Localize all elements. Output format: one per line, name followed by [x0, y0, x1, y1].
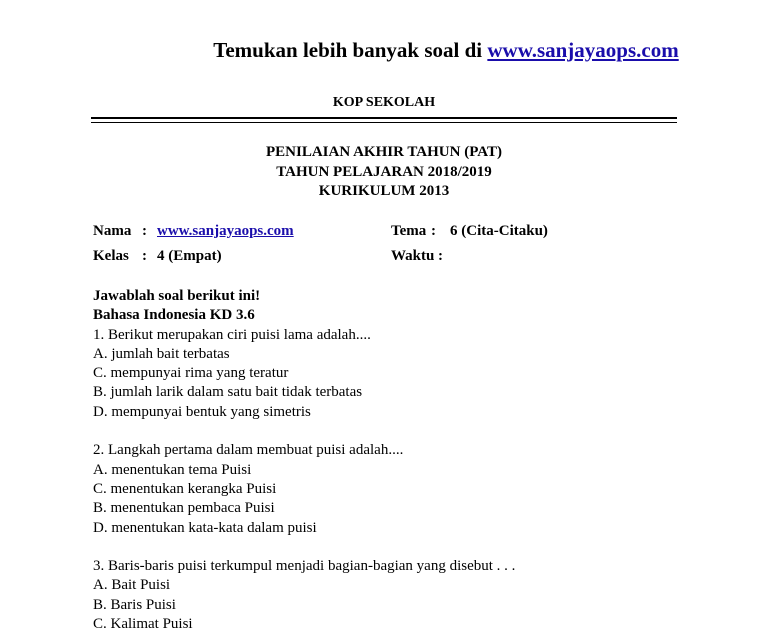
answer-option: B. jumlah larik dalam satu bait tidak terbatas	[93, 384, 363, 401]
answer-option: C. Kalimat Puisi	[93, 616, 193, 633]
spacer	[93, 538, 693, 557]
waktu-colon: :	[438, 248, 443, 264]
spacer	[93, 422, 693, 441]
nama-colon: :	[142, 223, 147, 239]
exam-titles	[91, 143, 677, 202]
promo-link[interactable]: www.sanjayaops.com	[487, 38, 679, 62]
exam-content	[93, 287, 693, 634]
question-1	[93, 326, 693, 422]
student-info	[93, 219, 683, 269]
header-divider-thin	[91, 122, 677, 123]
nama-label: Nama	[93, 223, 132, 239]
subject-heading: Bahasa Indonesia KD 3.6	[93, 307, 255, 324]
promo-banner	[0, 38, 768, 63]
question-3	[93, 557, 693, 634]
waktu-label: Waktu	[391, 248, 435, 264]
kelas-label: Kelas	[93, 248, 129, 264]
instruction-text: Jawablah soal berikut ini!	[93, 288, 261, 304]
kelas-colon: :	[142, 248, 147, 264]
exam-title: PENILAIAN AKHIR TAHUN (PAT)	[266, 144, 502, 160]
tema-label: Tema	[391, 223, 427, 239]
academic-year: TAHUN PELAJARAN 2018/2019	[276, 163, 492, 180]
school-letterhead: KOP SEKOLAH	[332, 95, 436, 110]
curriculum: KURIKULUM 2013	[318, 183, 450, 199]
kelas-value: 4 (Empat)	[157, 248, 222, 264]
answer-option: B. menentukan pembaca Puisi	[93, 500, 275, 517]
answer-option: A. Bait Puisi	[93, 577, 171, 594]
question-text: 2. Langkah pertama dalam membuat puisi adalah....	[93, 442, 404, 459]
answer-option: D. mempunyai bentuk yang simetris	[93, 403, 311, 420]
answer-option: A. jumlah bait terbatas	[93, 345, 230, 362]
question-2	[93, 441, 693, 537]
answer-option: A. menentukan tema Puisi	[93, 461, 252, 478]
promo-text: Temukan lebih banyak soal di	[213, 38, 488, 62]
tema-value: 6 (Cita-Citaku)	[450, 223, 548, 239]
question-text: 3. Baris-baris puisi terkumpul menjadi bagian-bagian yang disebut . . .	[93, 558, 516, 575]
header-divider-thick	[91, 117, 677, 119]
info-row-nama-tema	[93, 219, 683, 244]
nama-value-link[interactable]: www.sanjayaops.com	[157, 223, 294, 239]
answer-option: C. mempunyai rima yang teratur	[93, 365, 289, 382]
info-row-kelas-waktu	[93, 244, 683, 269]
answer-option: B. Baris Puisi	[93, 596, 176, 613]
tema-colon: :	[431, 223, 436, 239]
answer-option: C. menentukan kerangka Puisi	[93, 480, 277, 497]
question-text: 1. Berikut merupakan ciri puisi lama adalah....	[93, 326, 371, 343]
answer-option: D. menentukan kata-kata dalam puisi	[93, 519, 317, 536]
